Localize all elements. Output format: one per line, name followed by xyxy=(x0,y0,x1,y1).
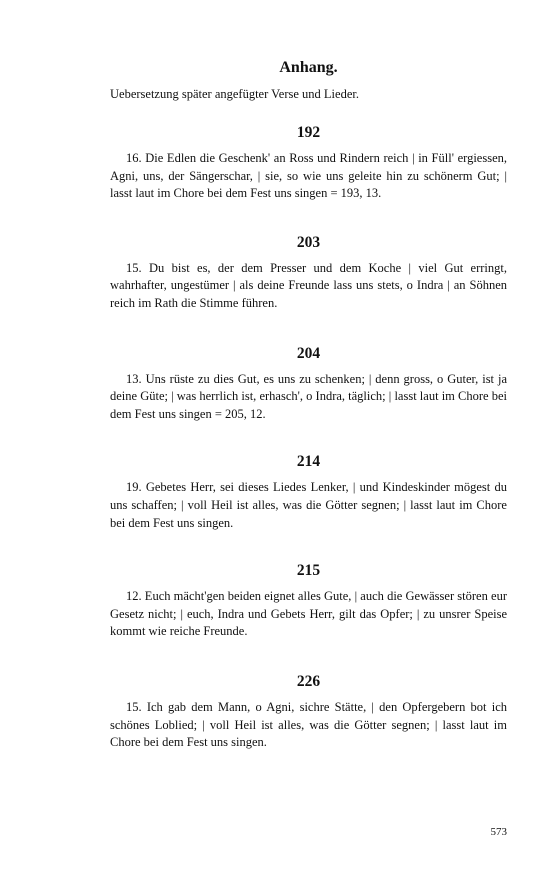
section-text: 16. Die Edlen die Geschenk' an Ross und Rindern reich | in Füll' ergiessen, Agni, uns, der Sängerschar, | sie, so wie uns geleite hin zu schönerm Gut; | lasst laut im Chore bei dem Fest uns singen = 193, 13. xyxy=(110,151,507,201)
section-number: 204 xyxy=(296,344,321,362)
page-number: 573 xyxy=(490,826,507,838)
section-text: 12. Euch mächt'gen beiden eignet alles Gute, | auch die Gewässer stören eur Gesetz nicht; | euch, Indra und Gebets Herr, gilt das Opfer; | zu unsrer Speise kommt wie reiche Freunde. xyxy=(110,589,507,639)
section-226 xyxy=(110,672,507,752)
section-number: 192 xyxy=(296,124,321,141)
section-203 xyxy=(110,233,507,313)
page-body xyxy=(110,58,507,752)
section-number: 226 xyxy=(296,672,321,690)
page-title: Anhang. xyxy=(279,59,338,76)
section-204 xyxy=(110,344,507,424)
section-text: 13. Uns rüste zu dies Gut, es uns zu schenken; | denn gross, o Guter, ist ja deine Güte; | was herrlich ist, erhasch', o Indra, täglich; | lasst laut im Chore bei dem Fest uns singen = 205, 12. xyxy=(110,371,507,421)
section-number: 215 xyxy=(296,562,321,580)
section-215 xyxy=(110,561,507,641)
section-number: 203 xyxy=(296,233,321,251)
page-subtitle: Uebersetzung später angefügter Verse und Lieder. xyxy=(110,87,359,101)
section-number: 214 xyxy=(296,453,321,471)
section-text: 15. Du bist es, der dem Presser und dem Koche | viel Gut erringt, wahrhafter, ungestümer | als deine Freunde lass uns stets, o Indra | an Söhnen reich im Rath die Stimme führen. xyxy=(110,260,507,310)
section-214 xyxy=(110,452,507,532)
section-text: 19. Gebetes Herr, sei dieses Liedes Lenker, | und Kindeskinder mögest du uns schaffen; | voll Heil ist alles, was die Götter segnen; | lasst laut im Chore bei dem Fest uns singen. xyxy=(110,480,507,530)
section-192 xyxy=(110,123,507,203)
section-text: 15. Ich gab dem Mann, o Agni, sichre Stätte, | den Opfergebern bot ich schönes Loblied; | voll Heil ist alles, was die Götter segnen; | lasst laut im Chore bei dem Fest uns singen. xyxy=(110,699,507,750)
